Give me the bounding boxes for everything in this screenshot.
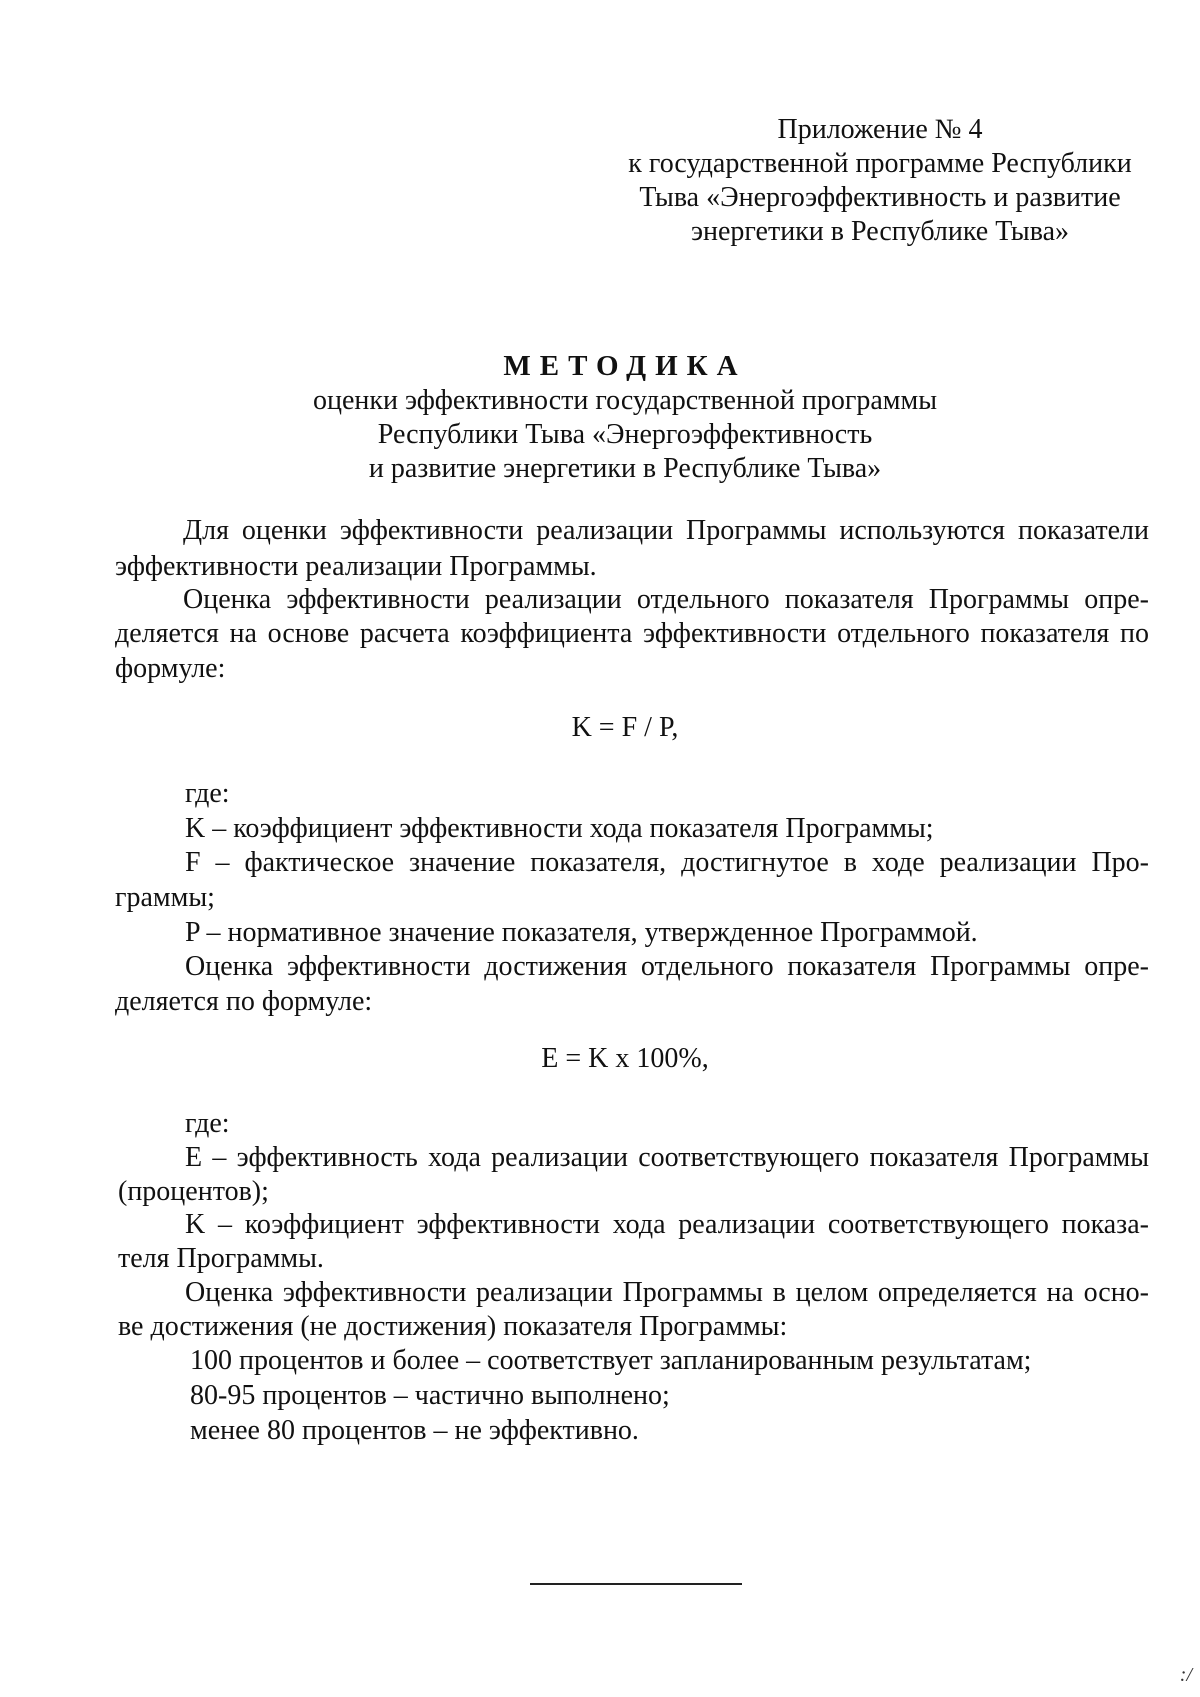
subtitle-line-2: Республики Тыва «Энергоэффективность: [377, 419, 873, 450]
paragraph-2-line-3: формуле:: [115, 653, 226, 684]
closing-rule-divider: [530, 1583, 742, 1585]
appendix-ref-line-3: энергетики в Республике Тыва»: [690, 216, 1069, 247]
paragraph-4-line-1: Оценка эффективности реализации Программы в целом определяется на осно-: [185, 1277, 1149, 1308]
paragraph-3-line-2: деляется по формуле:: [115, 986, 373, 1017]
definition-f-line-1: F – фактическое значение показателя, достигнутое в ходе реализации Про-: [185, 847, 1149, 878]
definition-e-line-1: E – эффективность хода реализации соответствующего показателя Программы: [185, 1142, 1149, 1173]
subtitle-line-1: оценки эффективности государственной программы: [312, 385, 938, 416]
paragraph-2-line-1: Оценка эффективности реализации отдельного показателя Программы опре-: [183, 584, 1149, 615]
paragraph-1-line-2: эффективности реализации Программы.: [115, 551, 597, 582]
result-item-3: менее 80 процентов – не эффективно.: [190, 1415, 639, 1446]
subtitle-line-3: и развитие энергетики в Республике Тыва»: [368, 453, 882, 484]
where-label-2: где:: [185, 1108, 230, 1139]
paragraph-3-line-1: Оценка эффективности достижения отдельного показателя Программы опре-: [185, 951, 1149, 982]
appendix-ref-line-1: к государственной программе Республики: [628, 148, 1132, 179]
definition-k2-line-1: K – коэффициент эффективности хода реализации соответствующего показа-: [185, 1209, 1149, 1240]
appendix-header: [600, 113, 1160, 249]
appendix-number: Приложение № 4: [777, 114, 983, 145]
definition-f-line-2: граммы;: [115, 882, 215, 913]
paragraph-1-line-1: Для оценки эффективности реализации Программы используются показатели: [183, 515, 1149, 546]
definition-p: P – нормативное значение показателя, утвержденное Программой.: [185, 917, 978, 948]
formula-e: E = K x 100%,: [541, 1043, 709, 1074]
corner-mark: :/: [1179, 1664, 1192, 1686]
document-title: МЕТОДИКА: [503, 350, 747, 382]
result-item-1: 100 процентов и более – соответствует запланированным результатам;: [190, 1345, 1032, 1376]
document-subtitle: [150, 384, 1100, 486]
result-item-2: 80-95 процентов – частично выполнено;: [190, 1380, 670, 1411]
definition-k2-line-2: теля Программы.: [118, 1243, 324, 1274]
paragraph-2-line-2: деляется на основе расчета коэффициента эффективности отдельного показателя по: [115, 618, 1149, 649]
definition-e-line-2: (процентов);: [118, 1176, 269, 1207]
paragraph-4-line-2: ве достижения (не достижения) показателя Программы:: [118, 1311, 788, 1342]
appendix-ref-line-2: Тыва «Энергоэффективность и развитие: [639, 182, 1121, 213]
where-label-1: где:: [185, 778, 230, 809]
formula-k: K = F / P,: [571, 712, 679, 743]
definition-k: K – коэффициент эффективности хода показателя Программы;: [185, 813, 934, 844]
title-block: [150, 348, 1100, 486]
